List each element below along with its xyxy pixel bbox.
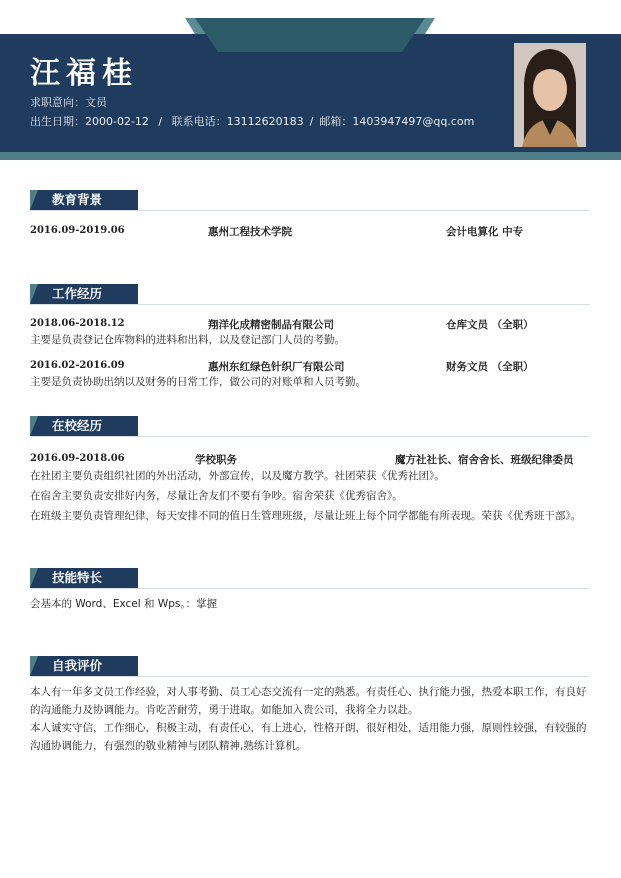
campus-roles: 魔方社社长、宿舍舍长、班级纪律委员 [395,454,574,466]
campus-line-1: 在社团主要负责组织社团的外出活动，外部宣传，以及魔方教学。社团荣获《优秀社团》。 [30,470,445,482]
birth-label: 出生日期： [30,115,85,128]
self-paragraph-1: 本人有一年多文员工作经验，对人事考勤、员工心态交流有一定的熟悉。有责任心、执行能力强，热爱本职工作，有良好的沟通能力及协调能力。肯吃苦耐劳，勇于进取。如能加入贵公司，我将全力以赴。 [30,686,587,716]
work-desc-1: 主要是负责登记仓库物料的进料和出料，以及登记部门人员的考勤。 [30,334,345,346]
intent-value: 文员 [85,96,107,109]
phone-value: 13112620183 [226,115,304,128]
section-marker [30,656,38,676]
edu-major: 会计电算化 中专 [446,226,524,238]
section-title-self: 自我评价 [30,656,138,676]
campus-line-2: 在宿舍主要负责安排好内务，尽量让舍友们不要有争吵。宿舍荣获《优秀宿舍》。 [30,490,403,502]
section-marker [30,190,38,210]
section-marker [30,284,38,304]
header-decoration [195,18,425,52]
separator: / [309,115,314,128]
job-intent [30,94,107,110]
email-value: 1403947497@qq.com [352,115,475,128]
separator: / [158,115,163,128]
header-band [0,152,621,160]
self-paragraph-2: 本人诚实守信，工作细心，积极主动，有责任心，有上进心，性格开朗，很好相处，适用能力强，原则性较强，有较强的沟通协调能力，有强烈的敬业精神与团队精神,熟练计算机。 [30,722,587,752]
work-company-2: 惠州东红绿色针织厂有限公司 [208,361,345,373]
section-marker [30,568,38,588]
section-rule [30,436,590,437]
edu-date: 2016.09-2019.06 [30,225,125,236]
birth-value: 2000-02-12 [85,115,149,128]
campus-line-3: 在班级主要负责管理纪律，每天安排不同的值日生管理班级，尽量让班上每个同学都能有所表现。荣获《优秀班干部》。 [30,510,582,522]
work-date-1: 2018.06-2018.12 [30,318,125,329]
section-marker [30,416,38,436]
work-desc-2: 主要是负责协助出纳以及财务的日常工作，做公司的对账单和人员考勤。 [30,376,366,388]
section-title-campus: 在校经历 [30,416,138,436]
phone-label: 联系电话： [171,115,227,128]
edu-school: 惠州工程技术学院 [208,226,292,238]
section-title-education: 教育背景 [30,190,138,210]
work-date-2: 2016.02-2016.09 [30,360,125,371]
section-rule [30,588,590,589]
section-rule [30,676,590,677]
work-role-2: 财务文员 （全职） [446,361,534,373]
work-company-1: 翔洋化成精密制品有限公司 [208,319,334,331]
candidate-name: 汪福桂 [30,56,138,91]
section-rule [30,304,590,305]
intent-label: 求职意向： [30,96,85,109]
section-rule [30,210,590,211]
contact-line [30,113,474,129]
work-role-1: 仓库文员 （全职） [446,319,534,331]
profile-photo [514,43,586,147]
section-title-work: 工作经历 [30,284,138,304]
section-title-skills: 技能特长 [30,568,138,588]
email-label: 邮箱： [319,115,353,128]
skills-text: 会基本的 Word、Excel 和 Wps。：掌握 [30,598,218,610]
campus-date: 2016.09-2018.06 [30,453,125,464]
campus-org: 学校职务 [195,454,237,466]
